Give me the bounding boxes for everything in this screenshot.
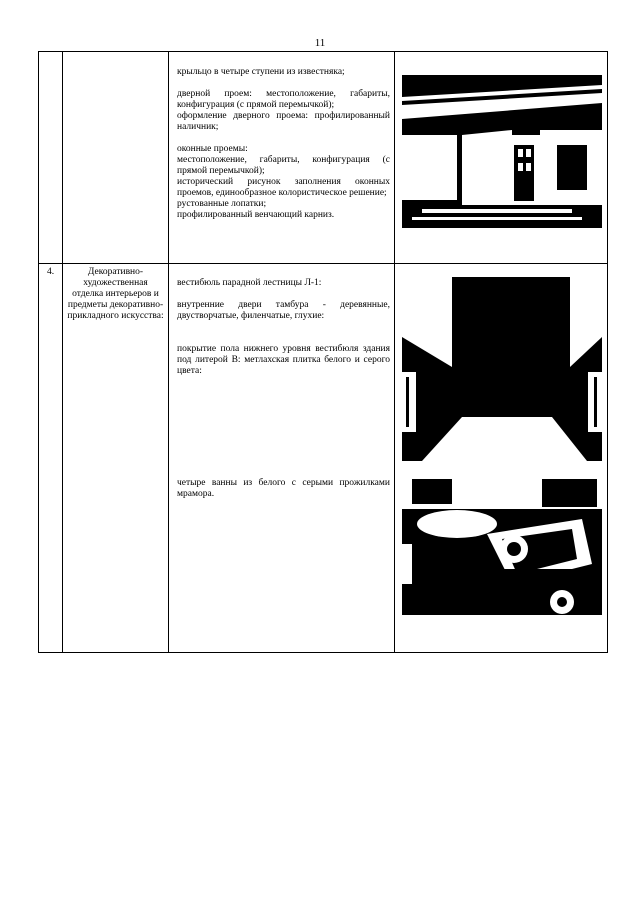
description-cell	[169, 52, 395, 264]
list-item: внутренние двери тамбура - деревянные, двустворчатые, филенчатые, глухие:	[177, 300, 390, 321]
row-number: 4.	[46, 267, 55, 277]
text-line: рустованные лопатки;	[177, 199, 267, 209]
text-line: профилированный венчающий карниз.	[177, 210, 335, 220]
description-cell	[169, 264, 395, 653]
list-item: покрытие пола нижнего уровня вестибюля здания под литерой В: метлахская плитка белого и серого цвета:	[177, 344, 390, 376]
list-item: вестибюль парадной лестницы Л-1:	[177, 278, 322, 288]
text-line: дверной проем: местоположение, габариты, конфигурация (с прямой перемычкой);	[177, 89, 390, 110]
text-line: крыльцо в четыре ступени из известняка;	[177, 67, 345, 77]
text-line: оформление дверного проема: профилированный наличник;	[177, 111, 390, 132]
vestibule-doors-photo	[402, 277, 602, 461]
text-line: исторический рисунок заполнения оконных проемов, единообразное колористическое решение;	[177, 177, 390, 198]
row-number-cell	[39, 52, 63, 264]
row-title: Декоративно-художественная отделка интерьеров и предметы декоративно-прикладного искусства:	[67, 267, 164, 321]
page-number: 11	[314, 37, 326, 49]
text-line: оконные проемы:	[177, 144, 248, 154]
text-line: местоположение, габариты, конфигурация (с прямой перемычкой);	[177, 155, 390, 176]
marble-bath-photo	[402, 474, 602, 615]
row-number-cell	[39, 264, 63, 653]
facade-door-photo	[402, 75, 602, 228]
row-title-cell	[63, 52, 169, 264]
list-item: четыре ванны из белого с серыми прожилками мрамора.	[177, 478, 390, 499]
row-title-cell	[63, 264, 169, 653]
